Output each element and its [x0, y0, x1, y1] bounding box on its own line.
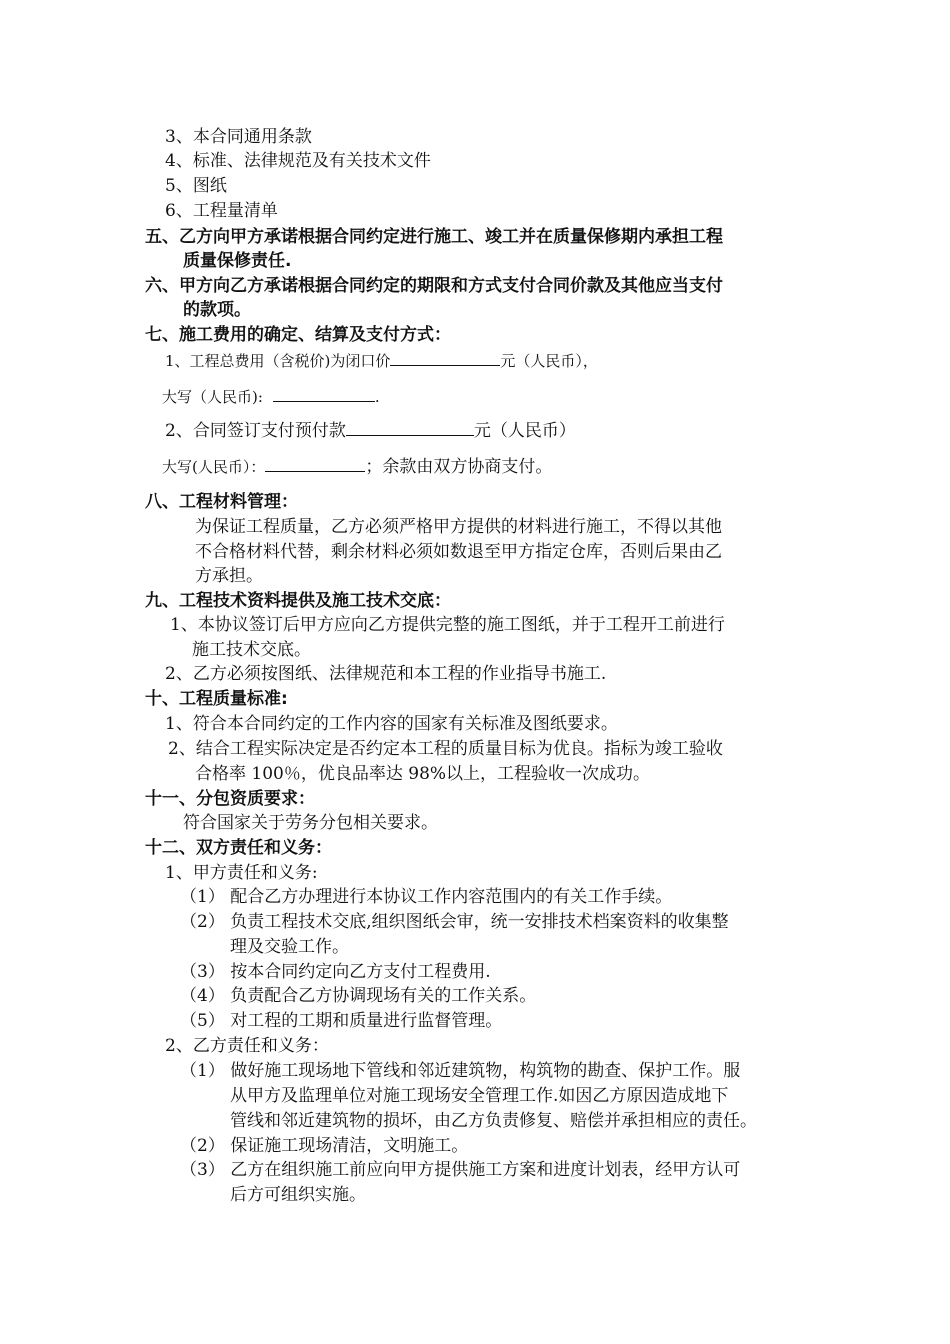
advance-payment-line: [165, 419, 576, 443]
section-9-item-1: 1、本协议签订后甲方应向乙方提供完整的施工图纸，并于工程开工前进行: [170, 615, 725, 635]
section-10-heading: 十、工程质量标准:: [145, 689, 288, 709]
party-b-duty-1-cont-2: 管线和邻近建筑物的损坏，由乙方负责修复、赔偿并承担相应的责任。: [230, 1111, 757, 1131]
total-fee-suffix: 元（人民币），: [500, 352, 598, 370]
advance-payment-caps-blank: [265, 455, 365, 472]
party-a-duty-5: （5） 对工程的工期和质量进行监督管理。: [180, 1011, 503, 1031]
item-4-standards: 4、标准、法律规范及有关技术文件: [165, 151, 431, 171]
section-5-heading-cont: 质量保修责任.: [183, 251, 292, 271]
section-6-heading-cont: 的款项。: [183, 300, 251, 320]
total-fee-prefix: 1、工程总费用（含税价)为闭口价: [165, 352, 391, 370]
section-5-heading: 五、乙方向甲方承诺根据合同约定进行施工、竣工并在质量保修期内承担工程: [145, 227, 723, 247]
section-9-item-2: 2、乙方必须按图纸、法律规范和本工程的作业指导书施工.: [165, 664, 607, 684]
party-a-duty-3: （3） 按本合同约定向乙方支付工程费用.: [180, 962, 491, 982]
advance-payment-prefix: 2、合同签订支付预付款: [165, 421, 346, 441]
section-11-para: 符合国家关于劳务分包相关要求。: [183, 813, 438, 833]
section-8-para-3: 方承担。: [195, 566, 263, 586]
section-10-item-2-cont: 合格率 100％，优良品率达 98%以上，工程验收一次成功。: [195, 764, 651, 784]
advance-payment-caps-suffix: ；余款由双方协商支付。: [365, 457, 553, 477]
section-11-heading: 十一、分包资质要求：: [145, 789, 315, 809]
advance-payment-suffix: 元（人民币）: [473, 421, 576, 441]
section-6-heading: 六、甲方向乙方承诺根据合同约定的期限和方式支付合同价款及其他应当支付: [145, 276, 723, 296]
party-a-duty-2: （2） 负责工程技术交底,组织图纸会审，统一安排技术档案资料的收集整: [180, 912, 729, 932]
total-fee-caps-prefix: 大写（人民币):: [162, 388, 263, 406]
total-fee-blank: [390, 349, 500, 366]
section-8-para-2: 不合格材料代替，剩余材料必须如数退至甲方指定仓库，否则后果由乙: [195, 542, 722, 562]
section-8-para-1: 为保证工程质量，乙方必须严格甲方提供的材料进行施工，不得以其他: [195, 517, 722, 537]
section-10-item-2: 2、结合工程实际决定是否约定本工程的质量目标为优良。指标为竣工验收: [168, 739, 723, 759]
item-3-general-terms: 3、本合同通用条款: [165, 127, 312, 147]
advance-payment-blank: [346, 419, 474, 436]
party-a-duty-1: （1） 配合乙方办理进行本协议工作内容范围内的有关工作手续。: [180, 887, 673, 907]
total-fee-line: [165, 349, 598, 373]
section-8-heading: 八、工程材料管理：: [145, 492, 298, 512]
party-b-duty-1: （1） 做好施工现场地下管线和邻近建筑物，构筑物的勘查、保护工作。服: [180, 1061, 741, 1081]
party-b-duties-heading: 2、乙方责任和义务：: [165, 1036, 329, 1056]
advance-payment-caps-prefix: 大写(人民币）：: [162, 458, 266, 476]
section-9-item-1-cont: 施工技术交底。: [192, 640, 311, 660]
section-9-heading: 九、工程技术资料提供及施工技术交底：: [145, 591, 451, 611]
party-a-duty-4: （4） 负责配合乙方协调现场有关的工作关系。: [180, 986, 537, 1006]
party-b-duty-2: （2） 保证施工现场清洁，文明施工。: [180, 1136, 469, 1156]
section-7-heading: 七、施工费用的确定、结算及支付方式：: [145, 325, 451, 345]
total-fee-caps-blank: [273, 385, 375, 402]
party-b-duty-1-cont-1: 从甲方及监理单位对施工现场安全管理工作.如因乙方原因造成地下: [230, 1086, 729, 1106]
party-b-duty-3-cont: 后方可组织实施。: [230, 1185, 366, 1205]
section-12-heading: 十二、双方责任和义务：: [145, 838, 332, 858]
party-a-duties-heading: 1、甲方责任和义务:: [165, 863, 318, 883]
party-a-duty-2-cont: 理及交验工作。: [230, 937, 349, 957]
total-fee-caps-suffix: .: [374, 388, 380, 406]
item-5-drawings: 5、图纸: [165, 176, 227, 196]
advance-payment-caps-line: [162, 455, 552, 479]
section-10-item-1: 1、符合本合同约定的工作内容的国家有关标准及图纸要求。: [165, 714, 618, 734]
total-fee-caps-line: [162, 385, 380, 409]
party-b-duty-3: （3） 乙方在组织施工前应向甲方提供施工方案和进度计划表，经甲方认可: [180, 1160, 741, 1180]
item-6-bill-of-quantities: 6、工程量清单: [165, 201, 278, 221]
